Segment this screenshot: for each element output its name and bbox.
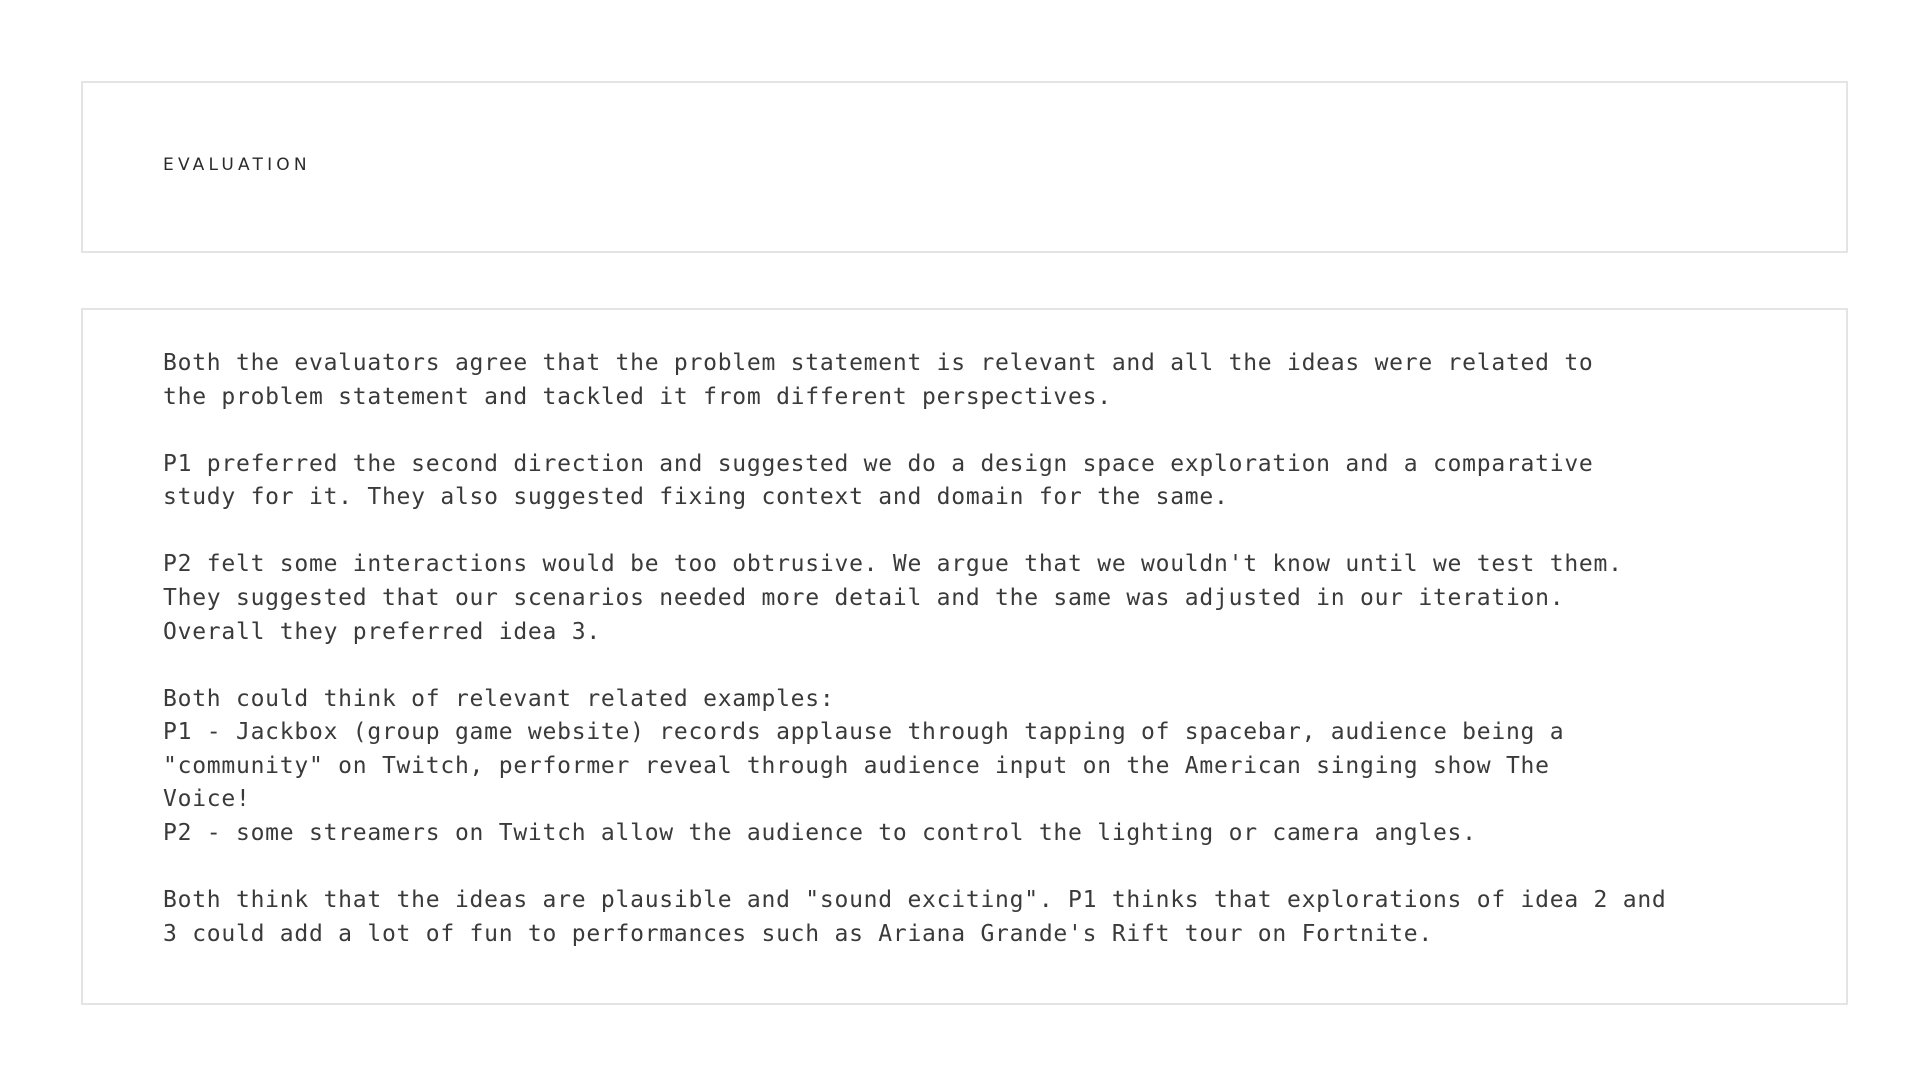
paragraph-p2-feedback: P2 felt some interactions would be too obtrusive. We argue that we wouldn't know until we test them. They suggested that our scenarios needed more detail and the same was adjusted in our iteration. Overall they preferred idea 3. [163,551,1623,645]
paragraph-plausibility: Both think that the ideas are plausible and "sound exciting". P1 thinks that explorations of idea 2 and 3 could add a lot of fun to performances such as Ariana Grande's Rift tour on Fortnite. [163,887,1667,947]
evaluation-header-card [81,81,1848,253]
evaluation-content [163,347,1783,951]
paragraph-p1-preference: P1 preferred the second direction and suggested we do a design space exploration and a comparative study for it. They also suggested fixing context and domain for the same. [163,450,1594,511]
evaluation-body-card [81,308,1848,1005]
paragraph-evaluators-agree: Both the evaluators agree that the problem statement is relevant and all the ideas were related to the problem statement and tackled it from different perspectives. [163,350,1594,410]
paragraph-related-examples: Both could think of relevant related examples: P1 - Jackbox (group game website) records applause through tapping of spacebar, audience being a "community" on Twitch, performer reveal through audience input on the American singing show The Voice! P2 - some streamers on Twitch allow the audience to control the lighting or camera angles. [163,685,1565,847]
section-title: EVALUATION [163,155,311,175]
